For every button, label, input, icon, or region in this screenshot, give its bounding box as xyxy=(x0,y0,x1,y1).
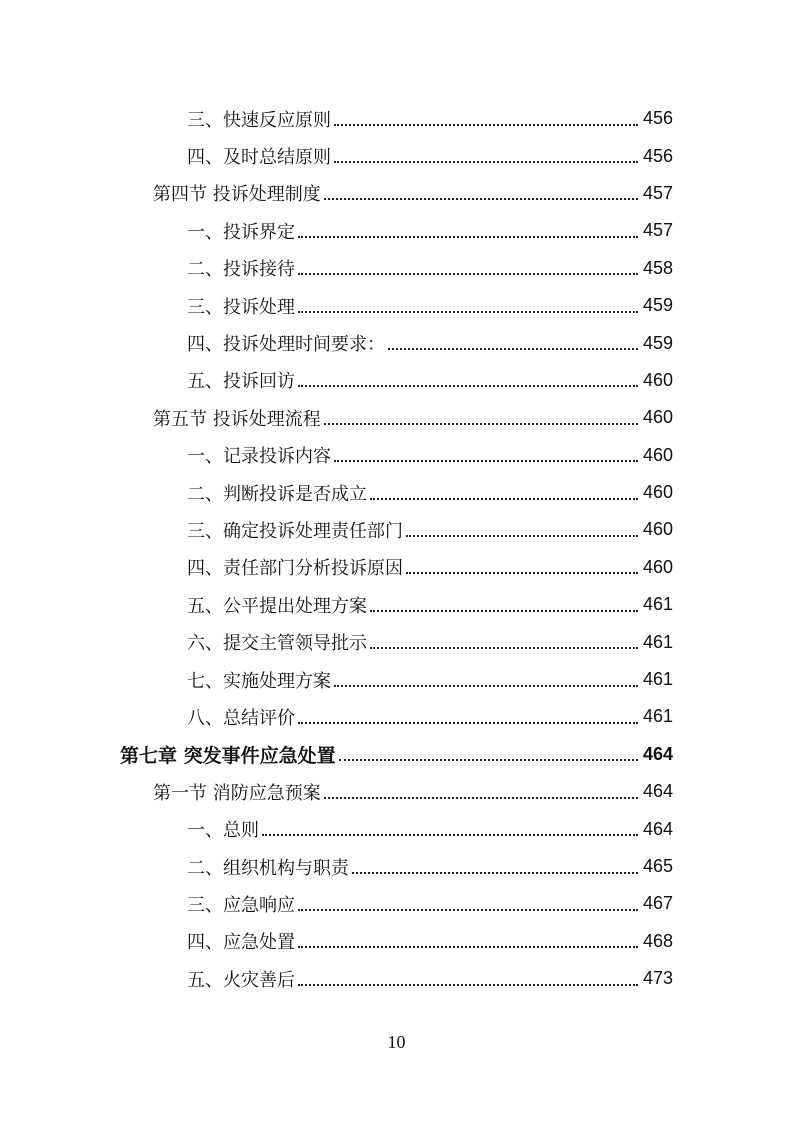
toc-entry-page: 460 xyxy=(642,444,673,465)
toc-entry-item[interactable] xyxy=(0,885,793,922)
toc-entry-item[interactable] xyxy=(0,923,793,960)
toc-entry-item[interactable] xyxy=(0,511,793,548)
toc-dot-leader xyxy=(406,572,638,574)
toc-entry-title: 第五节 投诉处理流程 xyxy=(153,408,321,430)
toc-entry-page: 456 xyxy=(642,108,673,129)
toc-entry-title: 四、应急处置 xyxy=(187,932,295,954)
toc-entry-page: 461 xyxy=(642,594,673,615)
toc-entry-chapter[interactable] xyxy=(0,736,793,773)
toc-dot-leader xyxy=(324,423,638,425)
toc-entry-item[interactable] xyxy=(0,250,793,287)
toc-entry-item[interactable] xyxy=(0,324,793,361)
toc-dot-leader xyxy=(334,124,638,126)
toc-entry-title: 三、投诉处理 xyxy=(187,296,295,318)
toc-entry-page: 461 xyxy=(642,631,673,652)
toc-entry-item[interactable] xyxy=(0,848,793,885)
toc-entry-title: 五、投诉回访 xyxy=(187,371,295,393)
toc-entry-title: 三、快速反应原则 xyxy=(187,109,331,131)
toc-entry-title: 八、总结评价 xyxy=(187,707,295,729)
toc-entry-item[interactable] xyxy=(0,623,793,660)
toc-entry-page: 464 xyxy=(642,781,673,802)
toc-entry-section[interactable] xyxy=(0,399,793,436)
toc-entry-page: 460 xyxy=(642,482,673,503)
toc-entry-page: 456 xyxy=(642,145,673,166)
toc-entry-title: 四、投诉处理时间要求： xyxy=(187,334,385,356)
toc-entry-title: 二、组织机构与职责 xyxy=(187,857,349,879)
toc-entry-title: 一、记录投诉内容 xyxy=(187,446,331,468)
toc-dot-leader xyxy=(334,685,638,687)
toc-entry-page: 457 xyxy=(642,182,673,203)
toc-entry-title: 二、判断投诉是否成立 xyxy=(187,483,367,505)
toc-entry-page: 461 xyxy=(642,706,673,727)
toc-entry-title: 第四节 投诉处理制度 xyxy=(153,184,321,206)
toc-entry-title: 三、应急响应 xyxy=(187,894,295,916)
toc-entry-page: 467 xyxy=(642,893,673,914)
toc-dot-leader xyxy=(370,498,638,500)
toc-entry-page: 460 xyxy=(642,407,673,428)
toc-entry-item[interactable] xyxy=(0,960,793,997)
toc-entry-item[interactable] xyxy=(0,137,793,174)
toc-entry-page: 468 xyxy=(642,930,673,951)
toc-dot-leader xyxy=(324,198,638,200)
toc-dot-leader xyxy=(298,236,638,238)
toc-dot-leader xyxy=(298,273,638,275)
toc-entry-item[interactable] xyxy=(0,549,793,586)
toc-entry-page: 461 xyxy=(642,669,673,690)
toc-entry-title: 六、提交主管领导批示 xyxy=(187,633,367,655)
toc-entry-item[interactable] xyxy=(0,362,793,399)
toc-dot-leader xyxy=(388,348,638,350)
toc-entry-page: 460 xyxy=(642,369,673,390)
toc-entry-title: 一、投诉界定 xyxy=(187,221,295,243)
toc-entry-item[interactable] xyxy=(0,698,793,735)
toc-entry-item[interactable] xyxy=(0,661,793,698)
toc-entry-title: 四、及时总结原则 xyxy=(187,147,331,169)
toc-entry-item[interactable] xyxy=(0,212,793,249)
toc-entry-item[interactable] xyxy=(0,100,793,137)
toc-entry-item[interactable] xyxy=(0,437,793,474)
toc-dot-leader xyxy=(324,797,638,799)
toc-dot-leader xyxy=(370,610,638,612)
toc-entry-section[interactable] xyxy=(0,175,793,212)
toc-dot-leader xyxy=(298,385,638,387)
toc-entry-page: 473 xyxy=(642,968,673,989)
toc-entry-page: 459 xyxy=(642,332,673,353)
toc-entry-title: 第一节 消防应急预案 xyxy=(153,782,321,804)
toc-entry-title: 五、火灾善后 xyxy=(187,969,295,991)
toc-entry-item[interactable] xyxy=(0,810,793,847)
toc-entry-title: 四、责任部门分析投诉原因 xyxy=(187,558,403,580)
toc-dot-leader xyxy=(298,984,638,986)
toc-dot-leader xyxy=(339,759,638,761)
toc-dot-leader xyxy=(352,872,638,874)
toc-dot-leader xyxy=(298,946,638,948)
toc-entry-title: 三、确定投诉处理责任部门 xyxy=(187,520,403,542)
toc-entry-title: 一、总则 xyxy=(187,820,259,842)
toc-entry-item[interactable] xyxy=(0,474,793,511)
page-number: 10 xyxy=(387,1032,406,1052)
toc-entry-item[interactable] xyxy=(0,287,793,324)
toc-dot-leader xyxy=(334,460,638,462)
toc-dot-leader xyxy=(370,647,638,649)
toc-entry-page: 464 xyxy=(642,743,673,764)
toc-entry-item[interactable] xyxy=(0,586,793,623)
toc-entry-title: 二、投诉接待 xyxy=(187,259,295,281)
toc-entry-page: 459 xyxy=(642,295,673,316)
toc-dot-leader xyxy=(298,311,638,313)
toc-entry-title: 七、实施处理方案 xyxy=(187,670,331,692)
toc-entry-page: 464 xyxy=(642,818,673,839)
toc-entry-page: 465 xyxy=(642,856,673,876)
toc-entry-page: 458 xyxy=(642,257,673,278)
toc-entry-page: 457 xyxy=(642,220,673,241)
toc-dot-leader xyxy=(298,722,638,724)
toc-entry-section[interactable] xyxy=(0,773,793,810)
toc-dot-leader xyxy=(406,535,638,537)
toc-entry-title: 五、公平提出处理方案 xyxy=(187,595,367,617)
toc-dot-leader xyxy=(334,161,638,163)
toc-entry-page: 460 xyxy=(642,519,673,540)
table-of-contents xyxy=(0,100,793,997)
toc-entry-title: 第七章 突发事件应急处置 xyxy=(120,744,336,767)
toc-dot-leader xyxy=(298,909,638,911)
toc-dot-leader xyxy=(262,834,638,836)
toc-entry-page: 460 xyxy=(642,556,673,577)
